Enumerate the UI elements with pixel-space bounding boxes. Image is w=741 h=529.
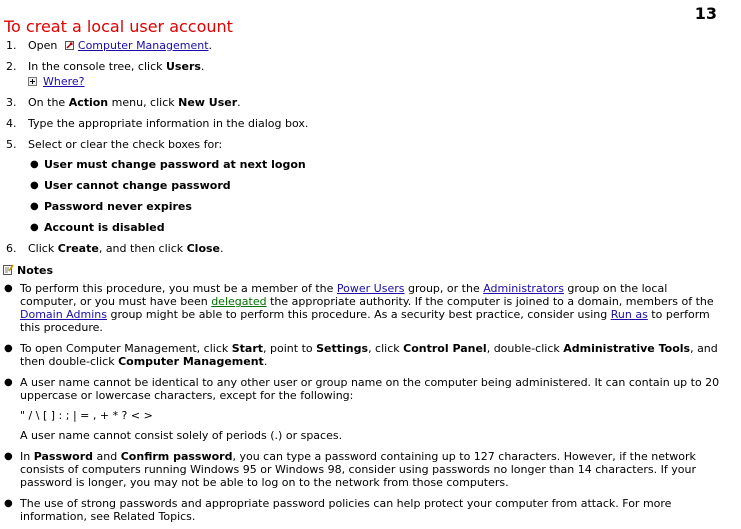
bullet-icon: ●	[30, 222, 39, 233]
note-text: To open Computer Management, click	[20, 342, 232, 355]
checkbox-option-label: User must change password at next logon	[44, 158, 306, 171]
where-link[interactable]: Where?	[43, 75, 85, 88]
step-number: 3.	[6, 96, 17, 109]
note-text: , double-click	[486, 342, 564, 355]
note-text: .	[263, 355, 268, 368]
bullet-icon: ●	[4, 498, 13, 509]
note-text: A user name cannot be identical to any other user or group name on the computer being administered. It can contain up to 20 uppercase or lowercase characters, except for the following:	[20, 376, 720, 402]
expand-plus-icon[interactable]	[28, 77, 37, 86]
checkbox-option-label: Account is disabled	[44, 221, 165, 234]
step-text: Open	[28, 39, 58, 52]
bullet-icon: ●	[4, 283, 13, 294]
notepad-icon	[3, 264, 14, 275]
notes-heading	[3, 264, 53, 278]
page-title: To creat a local user account	[4, 17, 233, 36]
note-bold: Start	[231, 342, 264, 355]
step-number: 5.	[6, 138, 17, 151]
step-text: Type the appropriate information in the dialog box.	[28, 117, 309, 130]
step-bold: Users	[166, 60, 201, 73]
step-end: .	[237, 96, 241, 109]
step-number: 6.	[6, 242, 17, 255]
delegated-link[interactable]: delegated	[211, 295, 267, 308]
bullet-icon: ●	[30, 201, 39, 212]
note-text: , and then double-click	[20, 342, 718, 368]
disallowed-characters: " / \ [ ] : ; | = , + * ? < >	[20, 409, 153, 422]
note-text: To perform this procedure, you must be a member of the	[20, 282, 337, 295]
note-text: A user name cannot consist solely of periods (.) or spaces.	[20, 429, 343, 442]
step-text: , and then click	[98, 242, 187, 255]
notes-heading-text: Notes	[17, 264, 54, 277]
bullet-icon: ●	[30, 180, 39, 191]
note-bold: Confirm password	[120, 450, 233, 463]
step-text: In the console tree, click	[28, 60, 166, 73]
note-text: , point to	[263, 342, 317, 355]
step-number: 1.	[6, 39, 17, 52]
step-bold: Create	[57, 242, 99, 255]
note-bold: Administrative Tools	[563, 342, 691, 355]
step-end: .	[220, 242, 224, 255]
step-number: 4.	[6, 117, 17, 130]
note-text: and	[93, 450, 121, 463]
step-end: .	[200, 60, 205, 73]
note-bold: Computer Management	[118, 355, 264, 368]
note-text: to perform this procedure.	[20, 308, 710, 334]
note-bold: Control Panel	[403, 342, 487, 355]
note-text: , you can type a password containing up to 127 characters. However, if the network consists of computers running Windows 95 or Windows 98, consider using passwords no longer than 14 characters. If your password is longer, you may not be able to log on to the network from those computers.	[20, 450, 696, 489]
note-text: the appropriate authority. If the computer is joined to a domain, members of the	[266, 295, 714, 308]
step-bold: Action	[68, 96, 109, 109]
note-bold: Settings	[316, 342, 369, 355]
run-as-link[interactable]: Run as	[610, 308, 648, 321]
step-text: Select or clear the check boxes for:	[28, 138, 223, 151]
bullet-icon: ●	[30, 159, 39, 170]
where-toggle[interactable]	[28, 75, 85, 89]
administrators-link[interactable]: Administrators	[483, 282, 564, 295]
note-text: , click	[368, 342, 404, 355]
step-text: Click	[28, 242, 58, 255]
computer-management-link[interactable]: Computer Management	[77, 39, 209, 52]
bullet-icon: ●	[4, 451, 13, 462]
step-number: 2.	[6, 60, 17, 73]
step-text: menu, click	[108, 96, 179, 109]
note-text: group, or the	[404, 282, 484, 295]
power-users-link[interactable]: Power Users	[336, 282, 405, 295]
checkbox-option-label: User cannot change password	[44, 179, 231, 192]
step-bold: New User	[178, 96, 238, 109]
bullet-icon: ●	[4, 343, 13, 354]
domain-admins-link[interactable]: Domain Admins	[20, 308, 107, 321]
note-bold: Password	[33, 450, 94, 463]
computer-management-icon	[65, 41, 74, 50]
checkbox-option-label: Password never expires	[44, 200, 192, 213]
step-end: .	[208, 39, 213, 52]
note-text: group on the local computer, or you must have been	[20, 282, 668, 308]
note-text: group might be able to perform this procedure. As a security best practice, consider using	[106, 308, 611, 321]
page-number: 13	[694, 4, 717, 23]
note-text: The use of strong passwords and appropriate password policies can help protect your computer from attack. For more information, see Related Topics.	[20, 497, 672, 523]
note-text: In	[20, 450, 34, 463]
bullet-icon: ●	[4, 377, 13, 388]
step-bold: Close	[186, 242, 221, 255]
step-text: On the	[28, 96, 69, 109]
